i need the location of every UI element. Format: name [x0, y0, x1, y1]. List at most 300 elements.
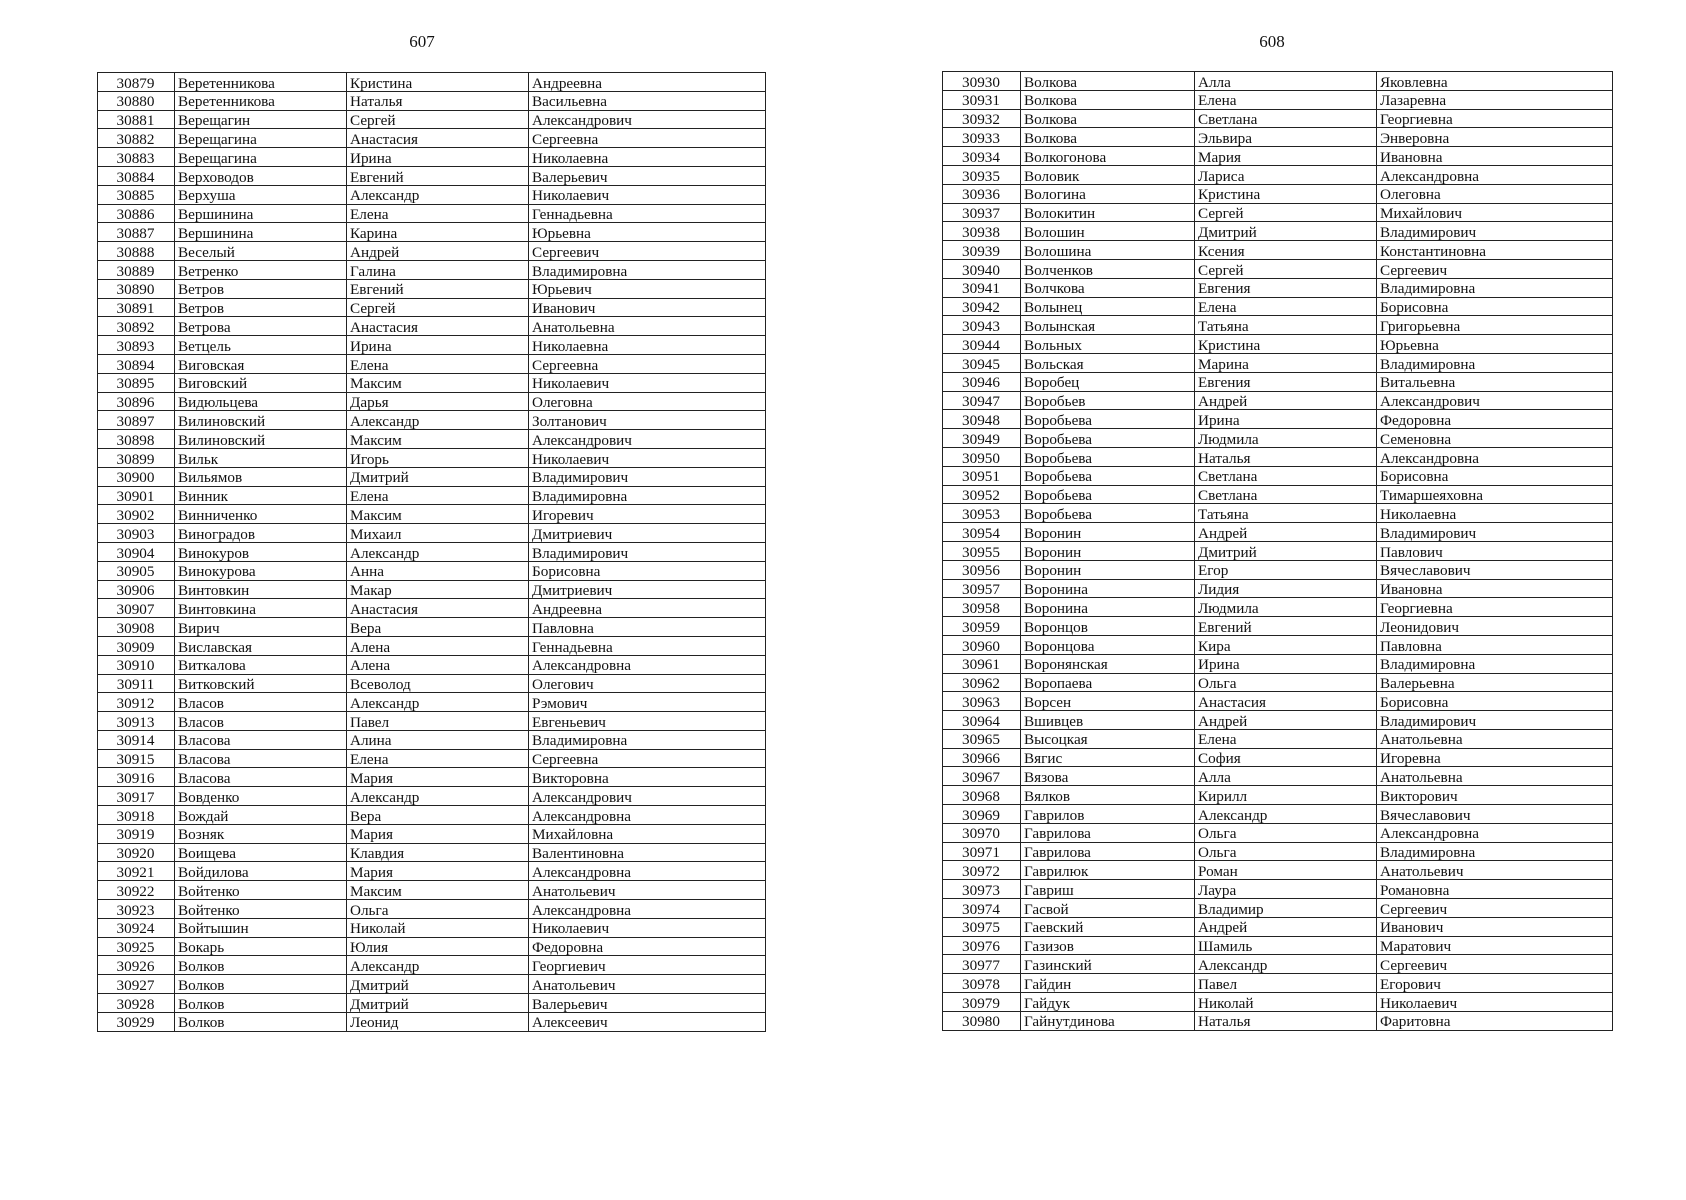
record-number-cell: 30898: [98, 430, 175, 449]
patronymic-cell: Николаевич: [1377, 993, 1613, 1012]
first-name-cell: Кирилл: [1195, 786, 1377, 805]
first-name-cell: Всеволод: [347, 674, 529, 693]
record-number-cell: 30937: [943, 203, 1021, 222]
record-number-cell: 30955: [943, 541, 1021, 560]
first-name-cell: Андрей: [1195, 711, 1377, 730]
patronymic-cell: Валерьевич: [529, 994, 766, 1013]
first-name-cell: Сергей: [1195, 203, 1377, 222]
record-number-cell: 30959: [943, 617, 1021, 636]
patronymic-cell: Анатольевич: [1377, 861, 1613, 880]
surname-cell: Виноградов: [175, 524, 347, 543]
record-number-cell: 30894: [98, 354, 175, 373]
first-name-cell: Светлана: [1195, 485, 1377, 504]
first-name-cell: Алена: [347, 655, 529, 674]
patronymic-cell: Георгиевна: [1377, 598, 1613, 617]
patronymic-cell: Анатольевич: [529, 975, 766, 994]
first-name-cell: Александр: [347, 787, 529, 806]
first-name-cell: Кристина: [1195, 184, 1377, 203]
surname-cell: Вовденко: [175, 787, 347, 806]
patronymic-cell: Олеговна: [529, 392, 766, 411]
table-row: [943, 560, 1613, 579]
table-row: [98, 900, 766, 919]
patronymic-cell: Николаевич: [529, 185, 766, 204]
surname-cell: Воронянская: [1021, 654, 1195, 673]
record-number-cell: 30923: [98, 900, 175, 919]
record-number-cell: 30968: [943, 786, 1021, 805]
record-number-cell: 30965: [943, 729, 1021, 748]
record-number-cell: 30891: [98, 298, 175, 317]
table-row: [943, 165, 1613, 184]
table-row: [98, 430, 766, 449]
table-row: [943, 203, 1613, 222]
record-number-cell: 30926: [98, 956, 175, 975]
record-number-cell: 30952: [943, 485, 1021, 504]
first-name-cell: Елена: [1195, 729, 1377, 748]
record-number-cell: 30887: [98, 223, 175, 242]
table-row: [98, 223, 766, 242]
patronymic-cell: Анатольевна: [1377, 729, 1613, 748]
table-row: [943, 993, 1613, 1012]
patronymic-cell: Александрович: [1377, 391, 1613, 410]
first-name-cell: Мария: [347, 824, 529, 843]
first-name-cell: Евгения: [1195, 372, 1377, 391]
record-number-cell: 30935: [943, 165, 1021, 184]
table-row: [943, 353, 1613, 372]
patronymic-cell: Валерьевич: [529, 166, 766, 185]
patronymic-cell: Владимирович: [529, 467, 766, 486]
table-row: [98, 148, 766, 167]
table-row: [943, 748, 1613, 767]
record-number-cell: 30974: [943, 899, 1021, 918]
surname-cell: Гайнутдинова: [1021, 1011, 1195, 1030]
patronymic-cell: Васильевна: [529, 91, 766, 110]
first-name-cell: Мария: [347, 862, 529, 881]
first-name-cell: Карина: [347, 223, 529, 242]
record-number-cell: 30950: [943, 447, 1021, 466]
surname-cell: Волошин: [1021, 222, 1195, 241]
table-row: [943, 842, 1613, 861]
table-row: [943, 259, 1613, 278]
first-name-cell: Михаил: [347, 524, 529, 543]
record-number-cell: 30911: [98, 674, 175, 693]
table-row: [98, 956, 766, 975]
surname-cell: Витковский: [175, 674, 347, 693]
record-number-cell: 30929: [98, 1012, 175, 1031]
first-name-cell: Сергей: [347, 110, 529, 129]
record-number-cell: 30942: [943, 297, 1021, 316]
surname-cell: Вокарь: [175, 937, 347, 956]
first-name-cell: Александр: [347, 542, 529, 561]
surname-cell: Воробец: [1021, 372, 1195, 391]
first-name-cell: Максим: [347, 430, 529, 449]
patronymic-cell: Игоревна: [1377, 748, 1613, 767]
record-number-cell: 30905: [98, 561, 175, 580]
record-number-cell: 30889: [98, 260, 175, 279]
first-name-cell: Светлана: [1195, 466, 1377, 485]
first-name-cell: Ольга: [347, 900, 529, 919]
first-name-cell: Людмила: [1195, 598, 1377, 617]
table-row: [943, 899, 1613, 918]
table-row: [98, 129, 766, 148]
patronymic-cell: Сергеевна: [529, 354, 766, 373]
patronymic-cell: Константиновна: [1377, 241, 1613, 260]
first-name-cell: Лидия: [1195, 579, 1377, 598]
first-name-cell: Татьяна: [1195, 316, 1377, 335]
surname-cell: Гаврилова: [1021, 842, 1195, 861]
record-number-cell: 30969: [943, 805, 1021, 824]
table-row: [98, 599, 766, 618]
table-row: [943, 673, 1613, 692]
record-number-cell: 30901: [98, 486, 175, 505]
first-name-cell: Кира: [1195, 635, 1377, 654]
surname-cell: Войдилова: [175, 862, 347, 881]
patronymic-cell: Евгеньевич: [529, 712, 766, 731]
table-row: [98, 918, 766, 937]
record-number-cell: 30885: [98, 185, 175, 204]
surname-cell: Верховодов: [175, 166, 347, 185]
surname-cell: Власов: [175, 693, 347, 712]
patronymic-cell: Ивановна: [1377, 579, 1613, 598]
table-row: [943, 711, 1613, 730]
table-row: [943, 692, 1613, 711]
patronymic-cell: Александрович: [529, 110, 766, 129]
patronymic-cell: Георгиевна: [1377, 109, 1613, 128]
surname-cell: Веретенникова: [175, 73, 347, 92]
first-name-cell: Максим: [347, 881, 529, 900]
first-name-cell: Сергей: [347, 298, 529, 317]
patronymic-cell: Павлович: [1377, 541, 1613, 560]
first-name-cell: Елена: [347, 204, 529, 223]
first-name-cell: Сергей: [1195, 259, 1377, 278]
table-row: [943, 297, 1613, 316]
record-number-cell: 30925: [98, 937, 175, 956]
table-row: [98, 730, 766, 749]
first-name-cell: Ирина: [347, 336, 529, 355]
record-number-cell: 30913: [98, 712, 175, 731]
first-name-cell: Алена: [347, 636, 529, 655]
surname-cell: Веретенникова: [175, 91, 347, 110]
table-row: [98, 824, 766, 843]
surname-cell: Вершинина: [175, 223, 347, 242]
surname-cell: Волков: [175, 975, 347, 994]
record-number-cell: 30944: [943, 335, 1021, 354]
first-name-cell: Владимир: [1195, 899, 1377, 918]
patronymic-cell: Владимировна: [1377, 654, 1613, 673]
table-row: [98, 373, 766, 392]
table-row: [943, 974, 1613, 993]
table-row: [943, 729, 1613, 748]
surname-cell: Ветрова: [175, 317, 347, 336]
first-name-cell: Дмитрий: [347, 994, 529, 1013]
first-name-cell: Дмитрий: [347, 467, 529, 486]
first-name-cell: Александр: [347, 185, 529, 204]
surname-cell: Высоцкая: [1021, 729, 1195, 748]
surname-cell: Гаврилюк: [1021, 861, 1195, 880]
record-number-cell: 30921: [98, 862, 175, 881]
table-row: [98, 411, 766, 430]
first-name-cell: Андрей: [1195, 523, 1377, 542]
table-row: [943, 541, 1613, 560]
surname-cell: Верхуша: [175, 185, 347, 204]
patronymic-cell: Фаритовна: [1377, 1011, 1613, 1030]
surname-cell: Виговский: [175, 373, 347, 392]
table-row: [943, 447, 1613, 466]
table-row: [943, 278, 1613, 297]
surname-cell: Воробьева: [1021, 485, 1195, 504]
table-row: [98, 843, 766, 862]
surname-cell: Верещагин: [175, 110, 347, 129]
table-row: [943, 598, 1613, 617]
table-row: [943, 504, 1613, 523]
surname-cell: Вилиновский: [175, 411, 347, 430]
surname-cell: Винниченко: [175, 505, 347, 524]
record-number-cell: 30896: [98, 392, 175, 411]
table-row: [98, 392, 766, 411]
patronymic-cell: Вячеславович: [1377, 805, 1613, 824]
patronymic-cell: Дмитриевич: [529, 580, 766, 599]
table-row: [98, 279, 766, 298]
table-row: [943, 1011, 1613, 1030]
record-number-cell: 30919: [98, 824, 175, 843]
table-row: [943, 222, 1613, 241]
record-number-cell: 30908: [98, 618, 175, 637]
surname-cell: Волокитин: [1021, 203, 1195, 222]
table-row: [943, 316, 1613, 335]
first-name-cell: Леонид: [347, 1012, 529, 1031]
patronymic-cell: Леонидович: [1377, 617, 1613, 636]
surname-cell: Воронцов: [1021, 617, 1195, 636]
patronymic-cell: Иванович: [1377, 917, 1613, 936]
patronymic-cell: Владимирович: [1377, 711, 1613, 730]
first-name-cell: Евгений: [1195, 617, 1377, 636]
patronymic-cell: Яковлевна: [1377, 72, 1613, 91]
table-row: [98, 298, 766, 317]
first-name-cell: Игорь: [347, 448, 529, 467]
first-name-cell: Ольга: [1195, 842, 1377, 861]
patronymic-cell: Владимирович: [529, 542, 766, 561]
first-name-cell: Александр: [1195, 805, 1377, 824]
record-number-cell: 30924: [98, 918, 175, 937]
surname-cell: Войтышин: [175, 918, 347, 937]
table-row: [98, 110, 766, 129]
record-number-cell: 30956: [943, 560, 1021, 579]
record-number-cell: 30881: [98, 110, 175, 129]
patronymic-cell: Витальевна: [1377, 372, 1613, 391]
record-number-cell: 30962: [943, 673, 1021, 692]
table-row: [98, 505, 766, 524]
table-row: [943, 90, 1613, 109]
record-number-cell: 30907: [98, 599, 175, 618]
surname-cell: Власова: [175, 730, 347, 749]
surname-cell: Винтовкина: [175, 599, 347, 618]
patronymic-cell: Борисовна: [1377, 466, 1613, 485]
surname-cell: Ворсен: [1021, 692, 1195, 711]
record-number-cell: 30943: [943, 316, 1021, 335]
table-row: [943, 72, 1613, 91]
surname-cell: Гавриш: [1021, 880, 1195, 899]
table-row: [943, 654, 1613, 673]
first-name-cell: Ирина: [347, 148, 529, 167]
surname-cell: Воронин: [1021, 560, 1195, 579]
surname-cell: Воронина: [1021, 598, 1195, 617]
patronymic-cell: Александровна: [529, 655, 766, 674]
patronymic-cell: Тимаршеяховна: [1377, 485, 1613, 504]
surname-cell: Вшивцев: [1021, 711, 1195, 730]
registry-table-left: [97, 72, 766, 1032]
surname-cell: Вягис: [1021, 748, 1195, 767]
table-row: [98, 317, 766, 336]
first-name-cell: Павел: [1195, 974, 1377, 993]
record-number-cell: 30940: [943, 259, 1021, 278]
record-number-cell: 30970: [943, 823, 1021, 842]
record-number-cell: 30910: [98, 655, 175, 674]
surname-cell: Ветров: [175, 298, 347, 317]
table-row: [943, 767, 1613, 786]
surname-cell: Волынская: [1021, 316, 1195, 335]
surname-cell: Вольных: [1021, 335, 1195, 354]
record-number-cell: 30903: [98, 524, 175, 543]
record-number-cell: 30971: [943, 842, 1021, 861]
first-name-cell: Мария: [347, 768, 529, 787]
patronymic-cell: Вячеславович: [1377, 560, 1613, 579]
surname-cell: Виговская: [175, 354, 347, 373]
surname-cell: Вязова: [1021, 767, 1195, 786]
first-name-cell: Дмитрий: [347, 975, 529, 994]
first-name-cell: Александр: [347, 693, 529, 712]
record-number-cell: 30909: [98, 636, 175, 655]
surname-cell: Гаврилов: [1021, 805, 1195, 824]
table-row: [98, 749, 766, 768]
patronymic-cell: Анатольевич: [529, 881, 766, 900]
surname-cell: Волкова: [1021, 90, 1195, 109]
record-number-cell: 30879: [98, 73, 175, 92]
first-name-cell: Анастасия: [347, 129, 529, 148]
registry-table-right: [942, 71, 1613, 1031]
patronymic-cell: Александровна: [529, 862, 766, 881]
surname-cell: Волков: [175, 1012, 347, 1031]
first-name-cell: Алла: [1195, 767, 1377, 786]
patronymic-cell: Иванович: [529, 298, 766, 317]
record-number-cell: 30892: [98, 317, 175, 336]
table-row: [943, 184, 1613, 203]
patronymic-cell: Романовна: [1377, 880, 1613, 899]
surname-cell: Винник: [175, 486, 347, 505]
record-number-cell: 30915: [98, 749, 175, 768]
record-number-cell: 30939: [943, 241, 1021, 260]
first-name-cell: Вера: [347, 618, 529, 637]
surname-cell: Воловик: [1021, 165, 1195, 184]
first-name-cell: Максим: [347, 505, 529, 524]
surname-cell: Воронцова: [1021, 635, 1195, 654]
surname-cell: Войтенко: [175, 900, 347, 919]
first-name-cell: Максим: [347, 373, 529, 392]
table-row: [98, 655, 766, 674]
surname-cell: Волков: [175, 956, 347, 975]
first-name-cell: Александр: [1195, 955, 1377, 974]
table-row: [98, 1012, 766, 1031]
surname-cell: Ветров: [175, 279, 347, 298]
patronymic-cell: Федоровна: [1377, 410, 1613, 429]
table-row: [98, 712, 766, 731]
first-name-cell: Роман: [1195, 861, 1377, 880]
record-number-cell: 30945: [943, 353, 1021, 372]
patronymic-cell: Григорьевна: [1377, 316, 1613, 335]
table-row: [943, 786, 1613, 805]
record-number-cell: 30934: [943, 147, 1021, 166]
surname-cell: Гайдук: [1021, 993, 1195, 1012]
surname-cell: Вялков: [1021, 786, 1195, 805]
table-row: [943, 579, 1613, 598]
record-number-cell: 30948: [943, 410, 1021, 429]
surname-cell: Вольская: [1021, 353, 1195, 372]
surname-cell: Власов: [175, 712, 347, 731]
record-number-cell: 30949: [943, 429, 1021, 448]
first-name-cell: Светлана: [1195, 109, 1377, 128]
surname-cell: Воронина: [1021, 579, 1195, 598]
first-name-cell: Наталья: [1195, 447, 1377, 466]
record-number-cell: 30966: [943, 748, 1021, 767]
record-number-cell: 30880: [98, 91, 175, 110]
patronymic-cell: Георгиевич: [529, 956, 766, 975]
patronymic-cell: Николаевна: [529, 336, 766, 355]
record-number-cell: 30978: [943, 974, 1021, 993]
surname-cell: Волков: [175, 994, 347, 1013]
patronymic-cell: Владимировна: [1377, 353, 1613, 372]
record-number-cell: 30973: [943, 880, 1021, 899]
page-number-right: 608: [1259, 32, 1285, 51]
record-number-cell: 30961: [943, 654, 1021, 673]
surname-cell: Воронин: [1021, 523, 1195, 542]
table-row: [98, 354, 766, 373]
first-name-cell: Павел: [347, 712, 529, 731]
table-row: [98, 806, 766, 825]
patronymic-cell: Владимировна: [529, 260, 766, 279]
table-row: [943, 936, 1613, 955]
table-row: [943, 485, 1613, 504]
first-name-cell: Эльвира: [1195, 128, 1377, 147]
first-name-cell: Елена: [1195, 90, 1377, 109]
patronymic-cell: Владимирович: [1377, 523, 1613, 542]
surname-cell: Вильк: [175, 448, 347, 467]
surname-cell: Воищева: [175, 843, 347, 862]
surname-cell: Возняк: [175, 824, 347, 843]
patronymic-cell: Павловна: [1377, 635, 1613, 654]
first-name-cell: Людмила: [1195, 429, 1377, 448]
first-name-cell: Анна: [347, 561, 529, 580]
record-number-cell: 30941: [943, 278, 1021, 297]
patronymic-cell: Рэмович: [529, 693, 766, 712]
first-name-cell: Анастасия: [347, 317, 529, 336]
first-name-cell: Алла: [1195, 72, 1377, 91]
record-number-cell: 30893: [98, 336, 175, 355]
patronymic-cell: Андреевна: [529, 599, 766, 618]
first-name-cell: Татьяна: [1195, 504, 1377, 523]
record-number-cell: 30920: [98, 843, 175, 862]
surname-cell: Волкова: [1021, 128, 1195, 147]
surname-cell: Гаевский: [1021, 917, 1195, 936]
surname-cell: Воробьева: [1021, 429, 1195, 448]
record-number-cell: 30888: [98, 242, 175, 261]
record-number-cell: 30899: [98, 448, 175, 467]
first-name-cell: Елена: [347, 749, 529, 768]
patronymic-cell: Владимировна: [1377, 842, 1613, 861]
first-name-cell: Ирина: [1195, 654, 1377, 673]
patronymic-cell: Валентиновна: [529, 843, 766, 862]
table-row: [943, 617, 1613, 636]
table-row: [943, 955, 1613, 974]
record-number-cell: 30890: [98, 279, 175, 298]
patronymic-cell: Энверовна: [1377, 128, 1613, 147]
